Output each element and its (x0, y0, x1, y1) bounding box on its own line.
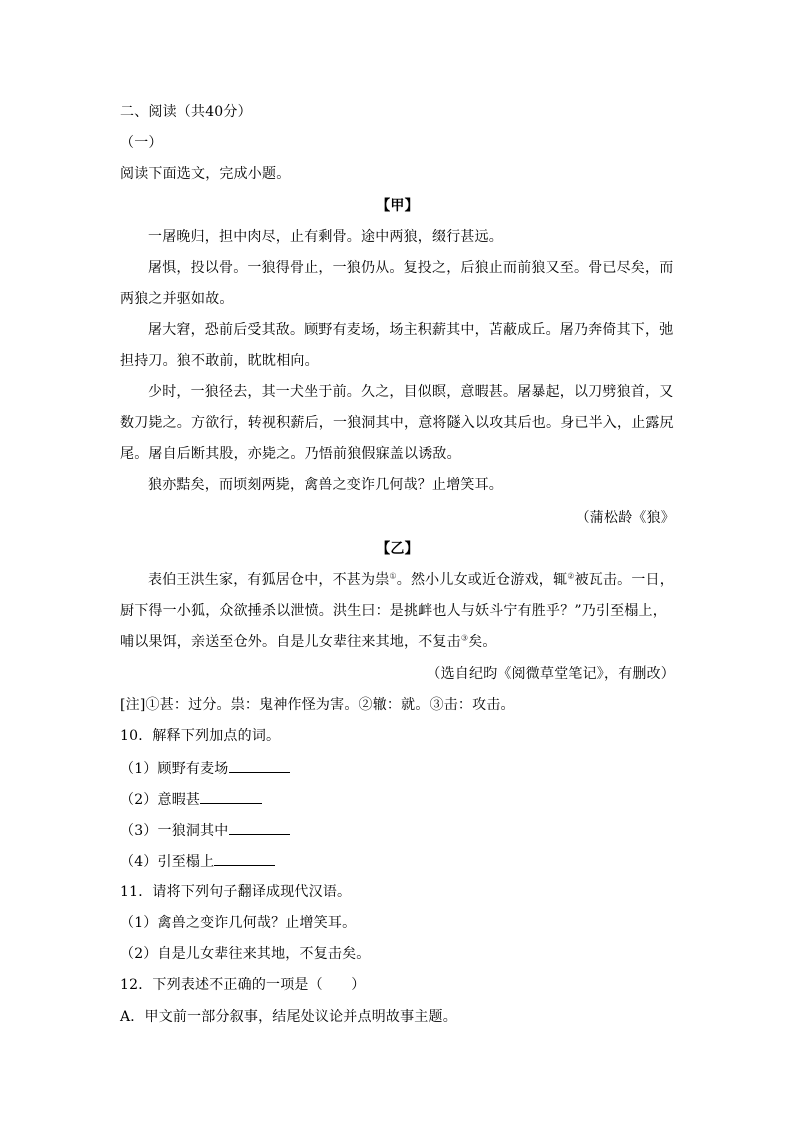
footnote-marker: ② (567, 571, 575, 581)
passage-a-line: 屠大窘，恐前后受其敌。顾野有麦场，场主积薪其中，苫蔽成丘。屠乃奔倚其下，弛 (148, 322, 674, 338)
footnote-marker: ① (389, 571, 397, 581)
passage-b-line (148, 570, 675, 590)
passage-a-line: 屠惧，投以骨。一狼得骨止，一狼仍从。复投之，后狼止而前狼又至。骨已尽矣，而 (148, 260, 674, 276)
footnote-marker: ③ (460, 633, 469, 643)
question-10-stem: 10．解释下列加点的词。 (120, 728, 281, 744)
passage-a-line: 担持刀。狼不敢前，眈眈相向。 (120, 353, 319, 369)
item-text: （4）引至榻上 (120, 854, 215, 870)
passage-b-line (120, 632, 675, 652)
question-11-item: （1）禽兽之变诈几何哉？止增笑耳。 (120, 915, 357, 931)
answer-blank[interactable] (200, 789, 262, 804)
question-10-item (120, 789, 675, 810)
question-12-option-a[interactable]: A．甲文前一部分叙事，结尾处议论并点明故事主题。 (120, 1009, 457, 1025)
passage-b-title: 【乙】 (376, 541, 419, 557)
passage-b-text: 被瓦击。一日， (574, 572, 674, 588)
passage-b-source: （选自纪昀《阅微草堂笔记》，有删改） (426, 666, 675, 682)
passage-a-title: 【甲】 (376, 198, 419, 214)
passage-a-line: 数刀毙之。方欲行，转视积薪后，一狼洞其中，意将隧入以攻其后也。身已半入，止露尻 (120, 415, 674, 431)
passage-a-line: 尾。屠自后断其股，亦毙之。乃悟前狼假寐盖以诱敌。 (120, 446, 461, 462)
part-number: （一） (120, 135, 163, 151)
question-10-item (120, 758, 675, 779)
passage-a-line: 一屠晚归，担中肉尽，止有剩骨。途中两狼，缀行甚远。 (148, 229, 503, 245)
question-12-stem: 12．下列表述不正确的一项是（ ） (120, 977, 366, 993)
annotation-notes: [注]①甚：过分。祟：鬼神作怪为害。②辙：就。③击：攻击。 (120, 697, 515, 713)
passage-b-line: 厨下得一小狐，众欲捶杀以泄愤。洪生曰：是挑衅也人与妖斗宁有胜乎？”乃引至榻上， (120, 603, 667, 619)
section-heading: 二、阅读（共40分） (120, 104, 252, 120)
answer-blank[interactable] (229, 820, 290, 835)
item-text: （3）一狼洞其中 (120, 823, 229, 839)
question-11-item: （2）自是儿女辈往来其地，不复击矣。 (120, 946, 371, 962)
question-11-stem: 11．请将下列句子翻译成现代汉语。 (120, 884, 352, 900)
answer-blank[interactable] (229, 758, 290, 773)
instruction: 阅读下面选文，完成小题。 (120, 166, 291, 182)
passage-a-source: （蒲松龄《狼》 (575, 510, 675, 526)
item-text: （1）顾野有麦场 (120, 761, 229, 777)
question-10-item (120, 851, 675, 872)
passage-a-line: 少时，一狼径去，其一犬坐于前。久之，目似瞑，意暇甚。屠暴起，以刀劈狼首，又 (148, 384, 674, 400)
passage-a-line: 狼亦黠矣，而顷刻两毙，禽兽之变诈几何哉？止增笑耳。 (148, 477, 503, 493)
answer-blank[interactable] (214, 851, 275, 866)
passage-b-text: 表伯王洪生家，有狐居仓中，不甚为祟 (148, 572, 390, 588)
passage-a-line: 两狼之并驱如故。 (120, 291, 234, 307)
passage-b-text: 哺以果饵，亲送至仓外。自是儿女辈往来其地，不复击 (120, 634, 461, 650)
item-text: （2）意暇甚 (120, 792, 201, 808)
question-10-item (120, 820, 675, 841)
passage-b-text: 矣。 (468, 634, 497, 650)
passage-b-text: 。然小儿女或近仓游戏，辄 (396, 572, 568, 588)
